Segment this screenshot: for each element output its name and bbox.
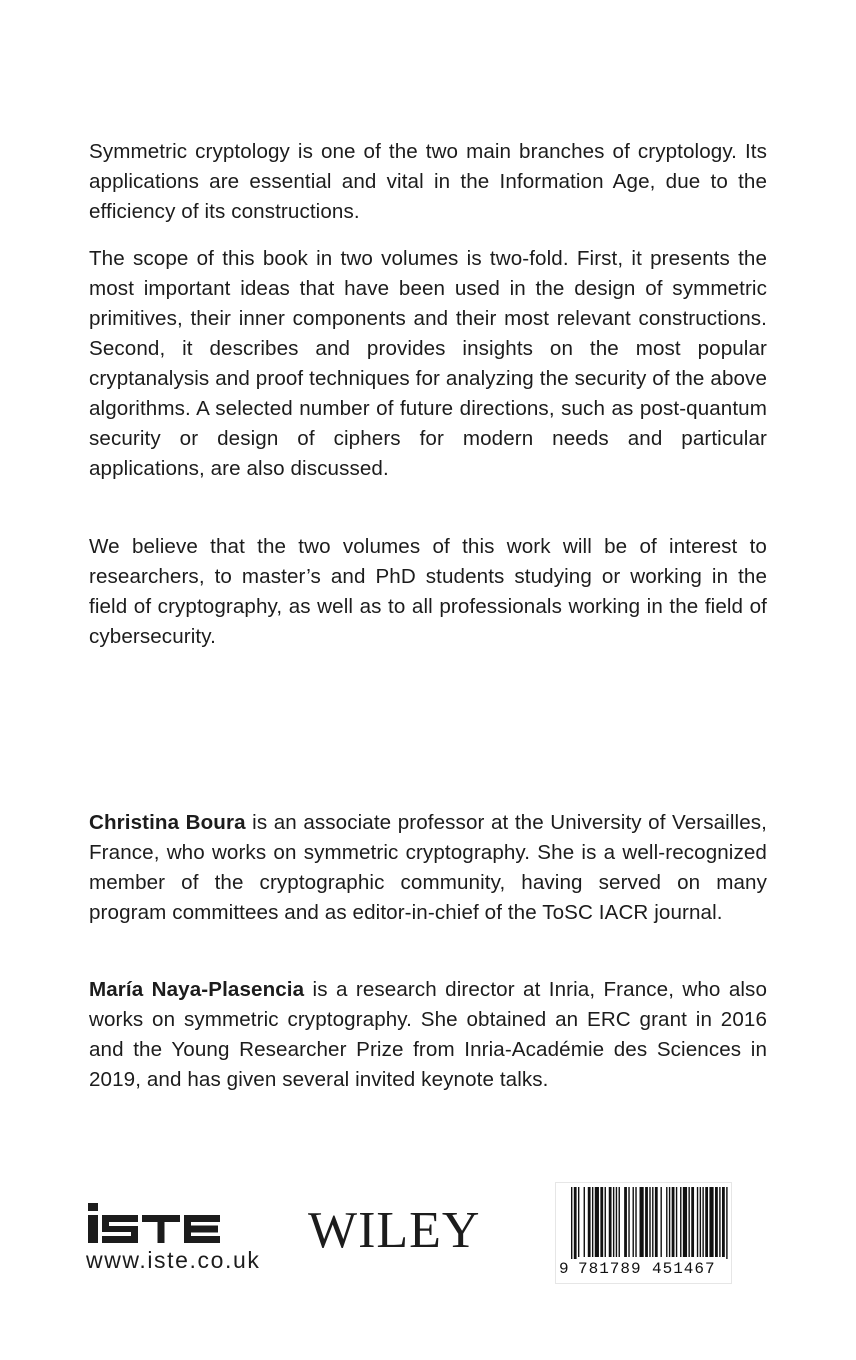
barcode-bar: [584, 1187, 585, 1257]
blurb-paragraph-1: Symmetric cryptology is one of the two main branches of cryptology. Its applications are essential and vital in the Information Age, due to the efficiency of its constructions.: [89, 140, 767, 223]
barcode-bar: [660, 1187, 661, 1257]
blurb-paragraph-2: The scope of this book in two volumes is two-fold. First, it presents the most important ideas that have been used in the design of symmetric primitives, their inner components and their most relevant constructions. Second, it describes and provides insights on the most popular cryptanalysis and proof techniques for analyzing the security of the above algorithms. A selected number of future directions, such as post-quantum security or design of ciphers for modern needs and particular applications, are also discussed.: [89, 247, 767, 480]
barcode-bar: [635, 1187, 636, 1257]
author-bio-text-2: is a research director at Inria, France, who also works on symmetric cryptography. She obtained an ERC grant in 2016 and the Young Researcher Prize from Inria-Académie des Sciences in 2019, and has given several invited keynote talks.: [89, 978, 767, 1091]
barcode-bar: [645, 1187, 648, 1257]
barcode-bar: [628, 1187, 629, 1257]
barcode-bar: [726, 1187, 727, 1259]
author-bio-text-1: is an associate professor at the University of Versailles, France, who works on symmetric cryptography. She is a well-recognized member of the cryptographic community, having served on many program committees and as editor-in-chief of the ToSC IACR journal.: [89, 811, 767, 924]
wiley-logo: WILEY: [308, 1202, 481, 1259]
barcode-bar: [574, 1187, 577, 1259]
barcode-bar: [605, 1187, 606, 1257]
barcode-bar: [655, 1187, 658, 1257]
barcode-bar: [578, 1187, 579, 1257]
barcode-bar: [705, 1187, 708, 1257]
barcode-bar: [691, 1187, 694, 1257]
barcode-bar: [722, 1187, 725, 1257]
barcode-lead-digit: 9: [559, 1260, 569, 1278]
barcode-bar: [619, 1187, 620, 1257]
barcode-bar: [669, 1187, 670, 1257]
barcode-bar: [702, 1187, 703, 1257]
barcode-left-digits: 781789: [578, 1260, 642, 1278]
blurb-paragraph-3: We believe that the two volumes of this work will be of interest to researchers, to master’s and PhD students studying or working in the field of cryptography, as well as to all professionals working in the field of cybersecurity.: [89, 535, 767, 648]
isbn-barcode: [555, 1182, 732, 1284]
barcode-bar: [683, 1187, 687, 1257]
barcode-bar: [609, 1187, 612, 1257]
barcode-bar: [592, 1187, 593, 1257]
author-bio-2: [89, 975, 767, 1095]
barcode-bar: [649, 1187, 650, 1257]
barcode-bar: [676, 1187, 677, 1257]
barcode-right-digits: 451467: [652, 1260, 716, 1278]
barcode-bar: [719, 1187, 720, 1257]
author-name-1: Christina Boura: [89, 811, 246, 834]
barcode-bar: [688, 1187, 689, 1257]
barcode-bar: [715, 1187, 718, 1257]
barcode-bar: [624, 1187, 627, 1257]
iste-url: www.iste.co.uk: [86, 1247, 261, 1273]
barcode-bar: [666, 1187, 667, 1257]
author-name-2: María Naya-Plasencia: [89, 978, 305, 1001]
iste-logo: [88, 1203, 260, 1243]
barcode-bar: [616, 1187, 617, 1257]
barcode-bar: [652, 1187, 653, 1257]
barcode-bar: [700, 1187, 701, 1257]
barcode-bar: [595, 1187, 599, 1257]
barcode-bar: [571, 1187, 572, 1259]
barcode-bar: [680, 1187, 681, 1257]
barcode-bar: [633, 1187, 634, 1257]
barcode-bar: [613, 1187, 614, 1257]
barcode-bar: [697, 1187, 698, 1257]
author-bio-1: [89, 808, 767, 928]
barcode-bar: [672, 1187, 675, 1257]
barcode-bar: [640, 1187, 644, 1257]
barcode-icon: [571, 1187, 729, 1259]
barcode-bar: [709, 1187, 713, 1257]
barcode-bar: [588, 1187, 591, 1257]
barcode-bar: [600, 1187, 603, 1257]
